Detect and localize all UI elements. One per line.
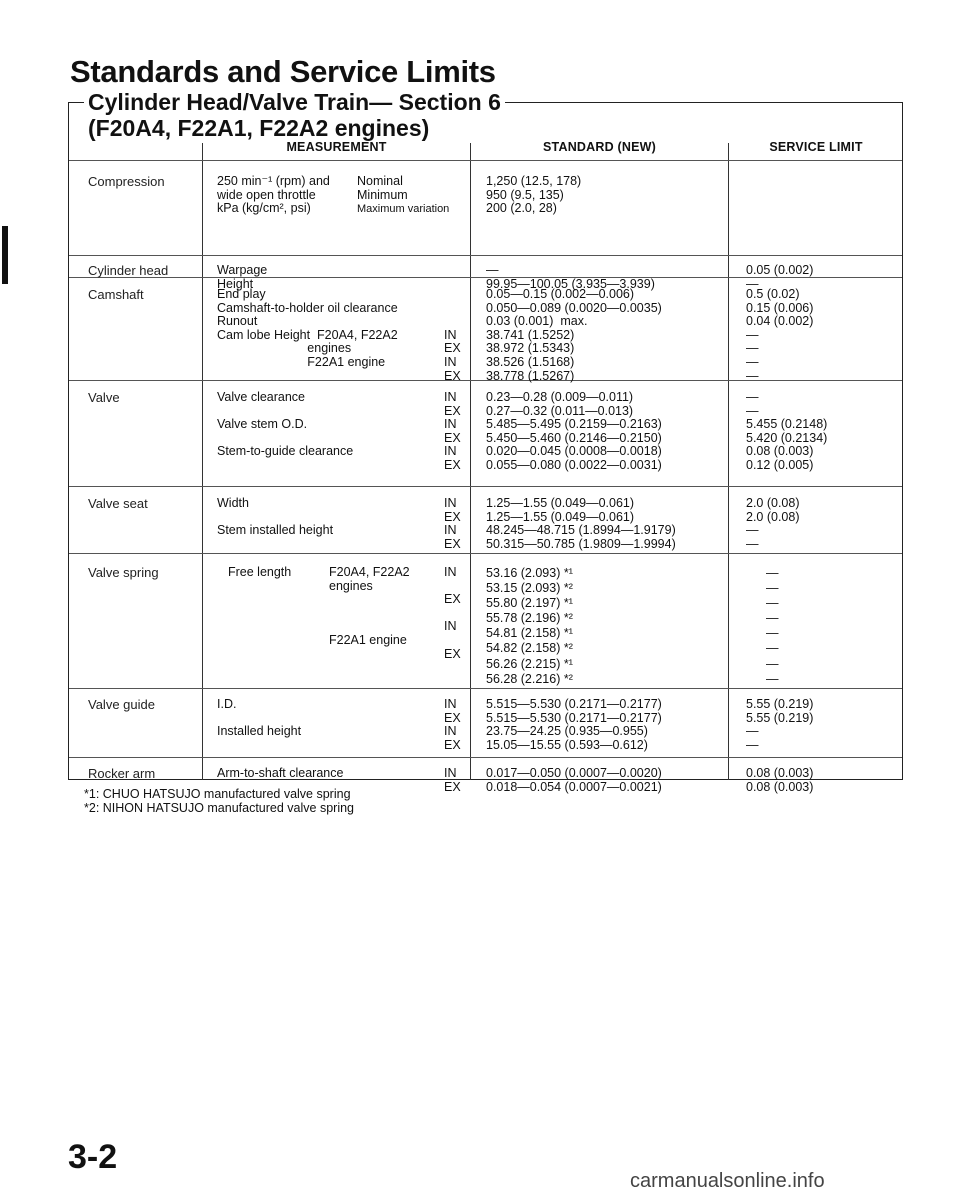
camshaft-in-ex: IN EX IN EX: [444, 327, 461, 383]
valve-spring-limit: — — — — — — — —: [766, 566, 779, 686]
rocker-arm-item: Arm-to-shaft clearance: [217, 766, 344, 780]
category-valve-seat: Valve seat: [88, 496, 148, 511]
row-divider: [69, 255, 902, 256]
category-valve: Valve: [88, 390, 120, 405]
rocker-arm-in-ex: IN EX: [444, 766, 461, 794]
category-rocker-arm: Rocker arm: [88, 766, 156, 781]
valve-guide-limit: 5.55 (0.219) 5.55 (0.219) — —: [746, 697, 814, 752]
valve-seat-limit: 2.0 (0.08) 2.0 (0.08) — —: [746, 496, 800, 551]
rocker-arm-standard: 0.017—0.050 (0.0007—0.0020) 0.018—0.054 (0.0007—0.0021): [486, 766, 662, 794]
header-measurement: MEASUREMENT: [286, 140, 387, 154]
valve-seat-items: Width Stem installed height: [217, 496, 334, 538]
compression-max-variation: Maximum variation: [357, 203, 450, 215]
header-divider: [69, 160, 902, 161]
section-title: Cylinder Head/Valve Train— Section 6 (F20A4, F22A1, F22A2 engines): [84, 89, 505, 141]
page-number: 3-2: [68, 1138, 118, 1176]
cylinder-head-standard: — 99.95—100.05 (3.935—3.939): [486, 263, 655, 291]
compression-condition: 250 min⁻¹ (rpm) and wide open throttle kPa (kg/cm², psi): [217, 174, 330, 216]
category-compression: Compression: [88, 174, 165, 189]
column-divider: [728, 143, 729, 780]
page-title: Standards and Service Limits: [70, 54, 496, 89]
valve-items: Valve clearance Valve stem O.D. Stem-to-guide clearance: [217, 390, 354, 459]
column-divider: [202, 143, 203, 780]
valve-spring-engines: F20A4, F22A2 engines F22A1 engine: [329, 565, 410, 647]
thumb-index-mark: [2, 226, 8, 284]
row-divider: [69, 486, 902, 487]
valve-standard: 0.23—0.28 (0.009—0.011) 0.27—0.32 (0.011—0.013) 5.485—5.495 (0.2159—0.2163) 5.450—5.460 (0.2146—0.2150) 0.020—0.045 (0.0008—0.0018) 0.055—0.080 (0.0022—0.0031): [486, 390, 662, 472]
category-cylinder-head: Cylinder head: [88, 263, 169, 278]
rocker-arm-limit: 0.08 (0.003) 0.08 (0.003): [746, 766, 814, 794]
camshaft-limit: 0.5 (0.02) 0.15 (0.006) 0.04 (0.002) — — — —: [746, 287, 814, 383]
row-divider: [69, 688, 902, 689]
row-divider: [69, 757, 902, 758]
watermark: carmanualsonline.info: [630, 1170, 825, 1192]
header-service-limit: SERVICE LIMIT: [769, 140, 863, 154]
row-divider: [69, 553, 902, 554]
camshaft-standard: 0.05—0.15 (0.002—0.006) 0.050—0.089 (0.0020—0.0035) 0.03 (0.001) max. 38.741 (1.5252) 38.972 (1.5343) 38.526 (1.5168) 38.778 (1.5267): [486, 287, 662, 383]
valve-guide-standard: 5.515—5.530 (0.2171—0.2177) 5.515—5.530 (0.2171—0.2177) 23.75—24.25 (0.935—0.955) 15.05—15.55 (0.593—0.612): [486, 697, 662, 752]
valve-spring-standard: 53.16 (2.093) *¹ 53.15 (2.093) *² 55.80 (2.197) *¹ 55.78 (2.196) *² 54.81 (2.158) *¹ 54.82 (2.158) *² 56.26 (2.215) *¹ 56.28 (2.216) *²: [486, 566, 573, 686]
compression-standard: 1,250 (12.5, 178) 950 (9.5, 135) 200 (2.0, 28): [486, 174, 582, 216]
valve-guide-items: I.D. Installed height: [217, 697, 302, 739]
footnotes: *1: CHUO HATSUJO manufactured valve spring *2: NIHON HATSUJO manufactured valve spring: [84, 787, 355, 815]
valve-spring-in-ex: IN EX IN EX: [444, 565, 461, 661]
valve-spring-item: Free length: [228, 565, 292, 579]
valve-seat-standard: 1.25—1.55 (0.049—0.061) 1.25—1.55 (0.049—0.061) 48.245—48.715 (1.8994—1.9179) 50.315—50.785 (1.9809—1.9994): [486, 496, 676, 551]
valve-in-ex: IN EX IN EX IN EX: [444, 390, 461, 472]
category-valve-guide: Valve guide: [88, 697, 155, 712]
cylinder-head-limit: 0.05 (0.002) —: [746, 263, 814, 291]
valve-seat-in-ex: IN EX IN EX: [444, 496, 461, 551]
column-divider: [470, 143, 471, 780]
camshaft-items: End play Camshaft-to-holder oil clearance Runout Cam lobe Height F20A4, F22A2 engines F22A1 engine: [217, 287, 398, 369]
category-camshaft: Camshaft: [88, 287, 144, 302]
cylinder-head-items: Warpage Height: [217, 263, 268, 291]
compression-levels: Nominal Minimum: [357, 174, 408, 202]
valve-limit: — — 5.455 (0.2148) 5.420 (0.2134) 0.08 (0.003) 0.12 (0.005): [746, 390, 828, 472]
category-valve-spring: Valve spring: [88, 565, 159, 580]
header-standard: STANDARD (NEW): [543, 140, 656, 154]
valve-guide-in-ex: IN EX IN EX: [444, 697, 461, 752]
